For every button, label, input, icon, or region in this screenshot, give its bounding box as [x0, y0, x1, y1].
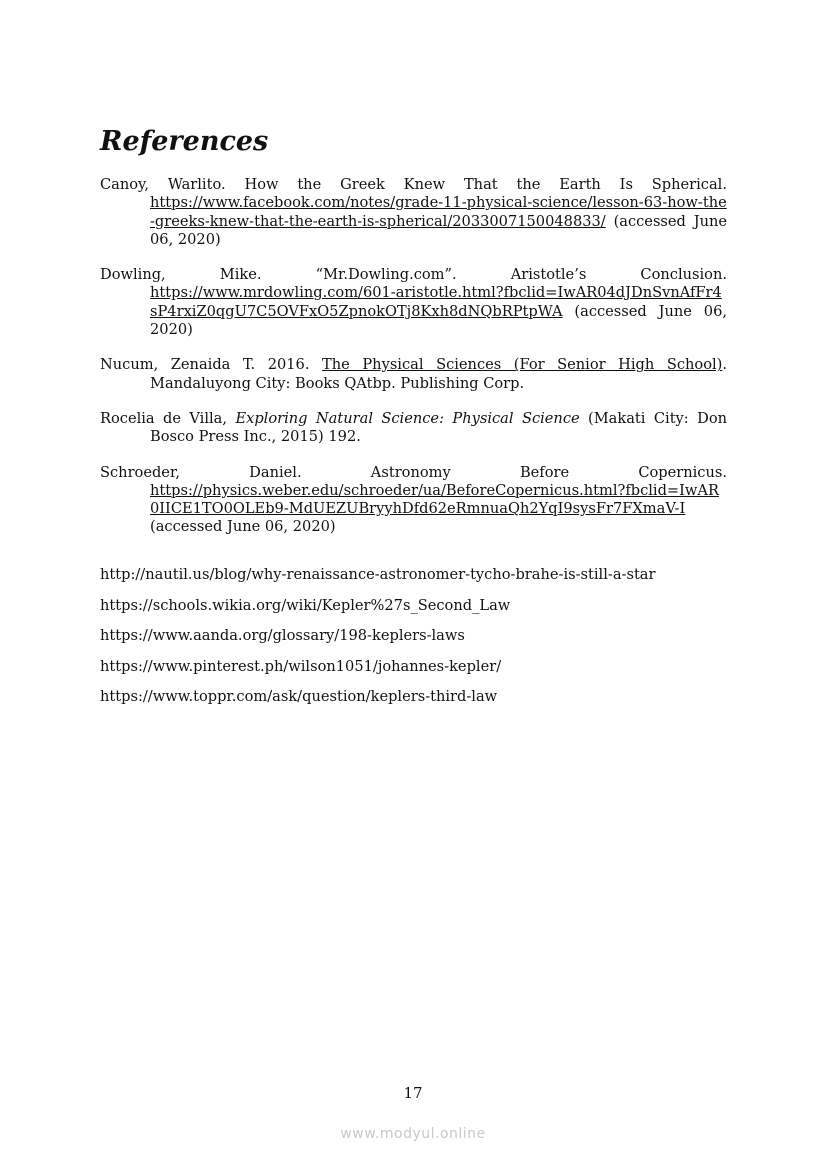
reference-publisher: (Makati City: Don Bosco Press Inc., 2015) 192.: [150, 409, 728, 446]
reference-title: Exploring Natural Science: Physical Science: [235, 409, 580, 427]
reference-author: Nucum, Zenaida T. 2016.: [100, 356, 323, 374]
reference-author: Rocelia de Villa,: [100, 409, 236, 427]
reference-link[interactable]: https://www.facebook.com/notes/grade-11-physical-science/lesson-63-how-the-greeks-knew-that-the-earth-is-spherical/2033007150048833/: [150, 194, 727, 230]
url-item[interactable]: https://www.pinterest.ph/wilson1051/johannes-kepler/: [100, 657, 502, 675]
page-title: References: [100, 126, 269, 157]
reference-item: [100, 464, 727, 537]
reference-publisher: . Mandaluyong City: Books QAtbp. Publishing Corp.: [150, 356, 727, 392]
reference-link[interactable]: https://www.mrdowling.com/601-aristotle.html?fbclid=IwAR04dJDnSvnAfFr4sP4rxiZ0qgU7C5OVFxO5ZpnokOTj8Kxh8dNQbRPtpWA: [150, 284, 722, 320]
reference-text: Canoy, Warlito. How the Greek Knew That the Earth Is Spherical.: [100, 176, 727, 193]
url-item[interactable]: https://www.aanda.org/glossary/198-keplers-laws: [100, 627, 465, 645]
reference-title: The Physical Sciences (For Senior High School): [322, 356, 723, 374]
access-date: (accessed June 06, 2020): [150, 518, 336, 536]
reference-list: [100, 176, 727, 554]
access-date: (accessed June 06, 2020): [150, 302, 727, 339]
reference-text: Dowling, Mike. “Mr.Dowling.com”. Aristotle’s Conclusion.: [100, 266, 727, 284]
reference-item: [100, 356, 727, 393]
page-number: 17: [403, 1084, 423, 1102]
url-item[interactable]: https://www.toppr.com/ask/question/keplers-third-law: [100, 688, 498, 706]
watermark: www.modyul.online: [340, 1126, 486, 1142]
url-item[interactable]: https://schools.wikia.org/wiki/Kepler%27s_Second_Law: [100, 596, 511, 614]
reference-text: Schroeder, Daniel. Astronomy Before Copernicus.: [100, 463, 727, 481]
url-list: [100, 566, 656, 719]
url-item[interactable]: http://nautil.us/blog/why-renaissance-astronomer-tycho-brahe-is-still-a-star: [100, 566, 656, 583]
reference-item: [100, 266, 727, 339]
reference-item: [100, 410, 727, 447]
reference-link[interactable]: https://physics.weber.edu/schroeder/ua/BeforeCopernicus.html?fbclid=IwAR0IICE1TO0OLEb9-MdUEZUBryyhDfd62eRmnuaQh2YqI9sysFr7FXmaV-I: [150, 481, 719, 518]
access-date: (accessed June 06, 2020): [150, 212, 728, 248]
reference-item: [100, 176, 727, 249]
